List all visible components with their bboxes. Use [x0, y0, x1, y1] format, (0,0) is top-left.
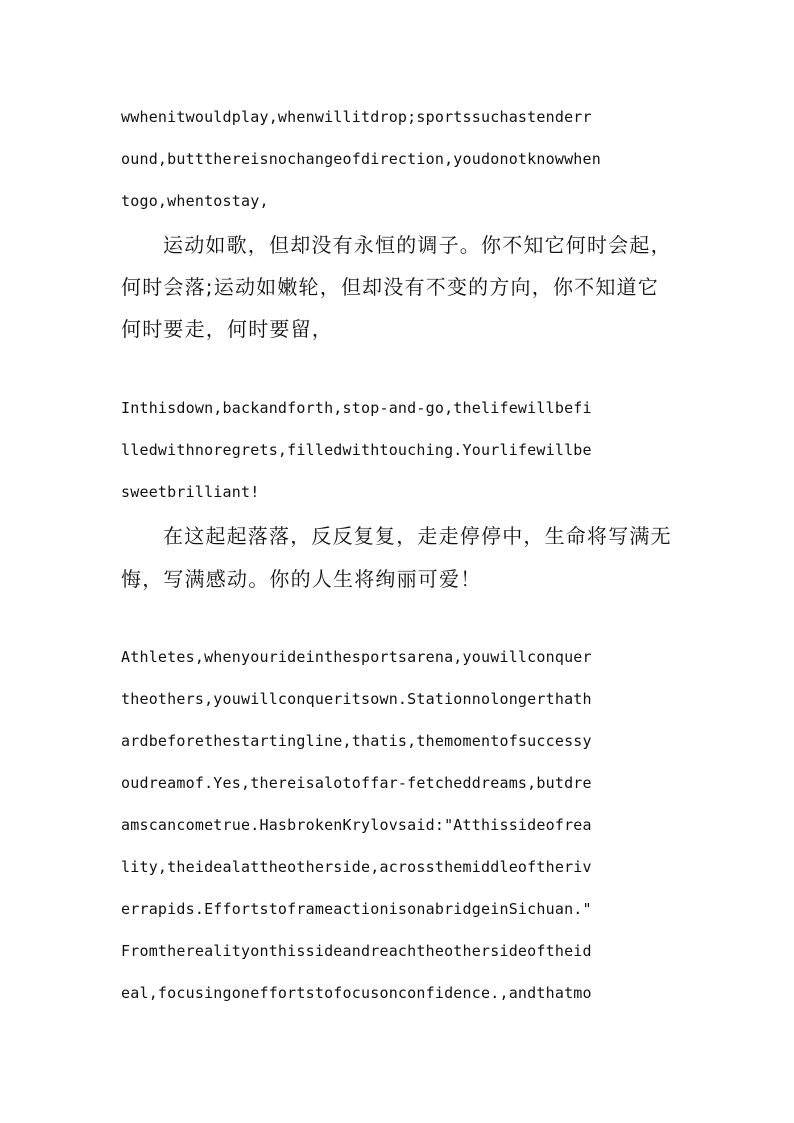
- text-line: oudreamof.Yes,thereisalotoffar-fetcheddreams,butdre: [121, 774, 592, 792]
- text-line: Inthisdown,backandforth,stop-and-go,thelifewillbefi: [121, 399, 592, 417]
- text-line: lledwithnoregrets,filledwithtouching.Yourlifewillbe: [121, 441, 592, 459]
- text-line: togo,whentostay,: [121, 192, 269, 210]
- text-line: 运动如歌，但却没有永恒的调子。你不知它何时会起，: [163, 233, 672, 257]
- text-line: theothers,youwillconqueritsown.Stationnolongerthath: [121, 690, 592, 708]
- text-line: errapids.EffortstoframeactionisonabridgeinSichuan.": [121, 900, 592, 918]
- text-line: 何时会落;运动如嫩轮，但却没有不变的方向，你不知道它: [121, 275, 659, 299]
- text-line: ardbeforethestartingline,thatis,themomentofsuccessy: [121, 732, 592, 750]
- text-line: Athletes,whenyourideinthesportsarena,youwillconquer: [121, 648, 592, 666]
- text-line: 在这起起落落，反反复复，走走停停中，生命将写满无: [163, 524, 672, 548]
- text-line: eal,focusingoneffortstofocusonconfidence.,andthatmo: [121, 984, 592, 1002]
- text-line: lity,theidealattheotherside,acrossthemiddleoftheriv: [121, 858, 592, 876]
- text-line: 何时要走，何时要留，: [121, 317, 333, 341]
- text-line: 悔，写满感动。你的人生将绚丽可爱！: [121, 567, 482, 591]
- text-line: amscancometrue.HasbrokenKrylovsaid:"Atthissideofrea: [121, 816, 592, 834]
- text-line: sweetbrilliant!: [121, 483, 260, 501]
- text-line: ound,buttthereisnochangeofdirection,youdonotknowwhen: [121, 150, 601, 168]
- text-line: wwhenitwouldplay,whenwillitdrop;sportssuchastenderr: [121, 108, 592, 126]
- text-line: Fromtherealityonthissideandreachtheothersideoftheid: [121, 942, 592, 960]
